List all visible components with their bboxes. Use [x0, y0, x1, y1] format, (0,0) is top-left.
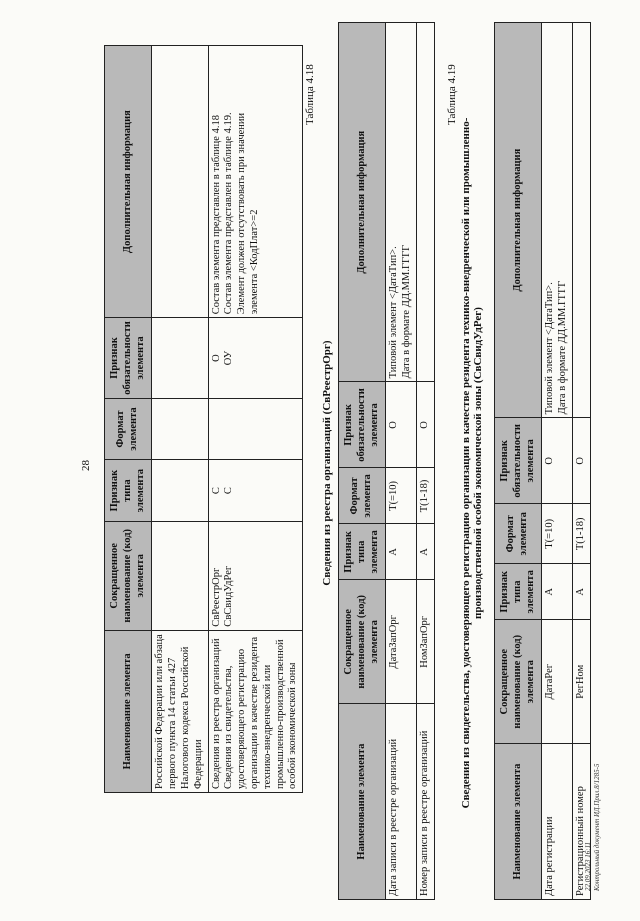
cell-name: Сведения из реестра организаций Сведения из свидетельства, удостоверяющего регистрацию организации в качестве резидента технико-внедренческой или промышленно-производственной особой экономической зоны — [208, 630, 303, 792]
table-header-row — [339, 23, 386, 900]
cell-type: С С — [208, 460, 303, 522]
header-name: Наименование элемента — [105, 630, 152, 792]
cell-name: Регистрационный номер — [572, 744, 590, 900]
cell-required: О ОУ — [208, 318, 303, 399]
cell-name: Номер записи в реестре организаций — [416, 704, 434, 900]
cell-name: Российской Федерации или абзаца первого пункта 14 статьи 427 Налогового кодекса Российской Федерации — [152, 630, 208, 792]
cell-type: А — [572, 564, 590, 620]
cell-type: А — [386, 524, 417, 580]
table-caption: Сведения из свидетельства, удостоверяющего регистрацию организации в качестве резидента технико-внедренческой или промышленно- производственной особой экономической зоны (СвСвидУдРег) — [460, 117, 484, 809]
footer-timestamp: 22.09.2023 16:11 — [584, 841, 592, 891]
cell-required — [152, 318, 208, 399]
header-short-name: Сокращенное наименование (код) элемента — [495, 620, 542, 744]
header-extra: Дополнительная информация — [495, 23, 542, 418]
cell-extra: Состав элемента представлен в таблице 4.18 Состав элемента представлен в таблице 4.19. Элемент должен отсутствовать при значении элемента <КодПлат>=2 — [208, 46, 303, 318]
cell-format — [152, 398, 208, 460]
elements-table-continued — [104, 45, 303, 793]
header-required: Признак обязательности элемента — [105, 318, 152, 399]
cell-extra — [416, 23, 434, 382]
cell-extra: Типовой элемент <ДатаТип>. Дата в формате ДД.ММ.ГГГГ — [386, 23, 417, 382]
table-row — [152, 46, 208, 793]
document-footer — [584, 764, 602, 891]
cell-short: ДатаРег — [542, 620, 573, 744]
header-required: Признак обязательности элемента — [495, 418, 542, 504]
cell-format: T(=10) — [386, 468, 417, 524]
cell-short: СвРеестрОрг СвСвидУдРег — [208, 521, 303, 630]
header-format: Формат элемента — [105, 398, 152, 460]
cell-required: О — [542, 418, 573, 504]
cell-short: ДатаЗапОрг — [386, 580, 417, 704]
cell-type: А — [416, 524, 434, 580]
header-format: Формат элемента — [495, 504, 542, 564]
header-name: Наименование элемента — [495, 744, 542, 900]
cell-format: T(=10) — [542, 504, 573, 564]
header-name: Наименование элемента — [339, 704, 386, 900]
cell-short — [152, 521, 208, 630]
page-number: 28 — [80, 460, 92, 471]
table-header-row — [105, 46, 152, 793]
certificate-table — [494, 22, 591, 900]
cell-short: РегНом — [572, 620, 590, 744]
header-type: Признак типа элемента — [495, 564, 542, 620]
cell-required: О — [386, 382, 417, 468]
header-type: Признак типа элемента — [339, 524, 386, 580]
cell-extra — [572, 23, 590, 418]
rotated-landscape-content — [8, 8, 632, 913]
table-header-row — [495, 23, 542, 900]
registry-table — [338, 22, 435, 900]
header-short-name: Сокращенное наименование (код) элемента — [339, 580, 386, 704]
table-row — [542, 23, 573, 900]
header-type: Признак типа элемента — [105, 460, 152, 522]
cell-extra: Типовой элемент <ДатаТип>. Дата в формате ДД.ММ.ГГГГ — [542, 23, 573, 418]
cell-format — [208, 398, 303, 460]
footer-reference: Контрольный документ ИД.Прил.8/1285-5 — [593, 763, 602, 891]
cell-name: Дата записи в реестре организаций — [386, 704, 417, 900]
cell-type — [152, 460, 208, 522]
table-label: Таблица 4.19 — [446, 64, 458, 125]
cell-format: T(1-18) — [416, 468, 434, 524]
header-format: Формат элемента — [339, 468, 386, 524]
header-short-name: Сокращенное наименование (код) элемента — [105, 521, 152, 630]
table-label: Таблица 4.18 — [304, 64, 316, 125]
cell-short: НомЗапОрг — [416, 580, 434, 704]
cell-format: T(1-18) — [572, 504, 590, 564]
header-required: Признак обязательности элемента — [339, 382, 386, 468]
header-extra: Дополнительная информация — [105, 46, 152, 318]
table-row — [386, 23, 417, 900]
cell-extra — [152, 46, 208, 318]
header-extra: Дополнительная информация — [339, 23, 386, 382]
cell-name: Дата регистрации — [542, 744, 573, 900]
table-row — [208, 46, 303, 793]
table-caption: Сведения из реестра организаций (СвРеестрОрг) — [321, 340, 333, 586]
cell-required: О — [416, 382, 434, 468]
cell-required: О — [572, 418, 590, 504]
cell-type: А — [542, 564, 573, 620]
table-row — [416, 23, 434, 900]
